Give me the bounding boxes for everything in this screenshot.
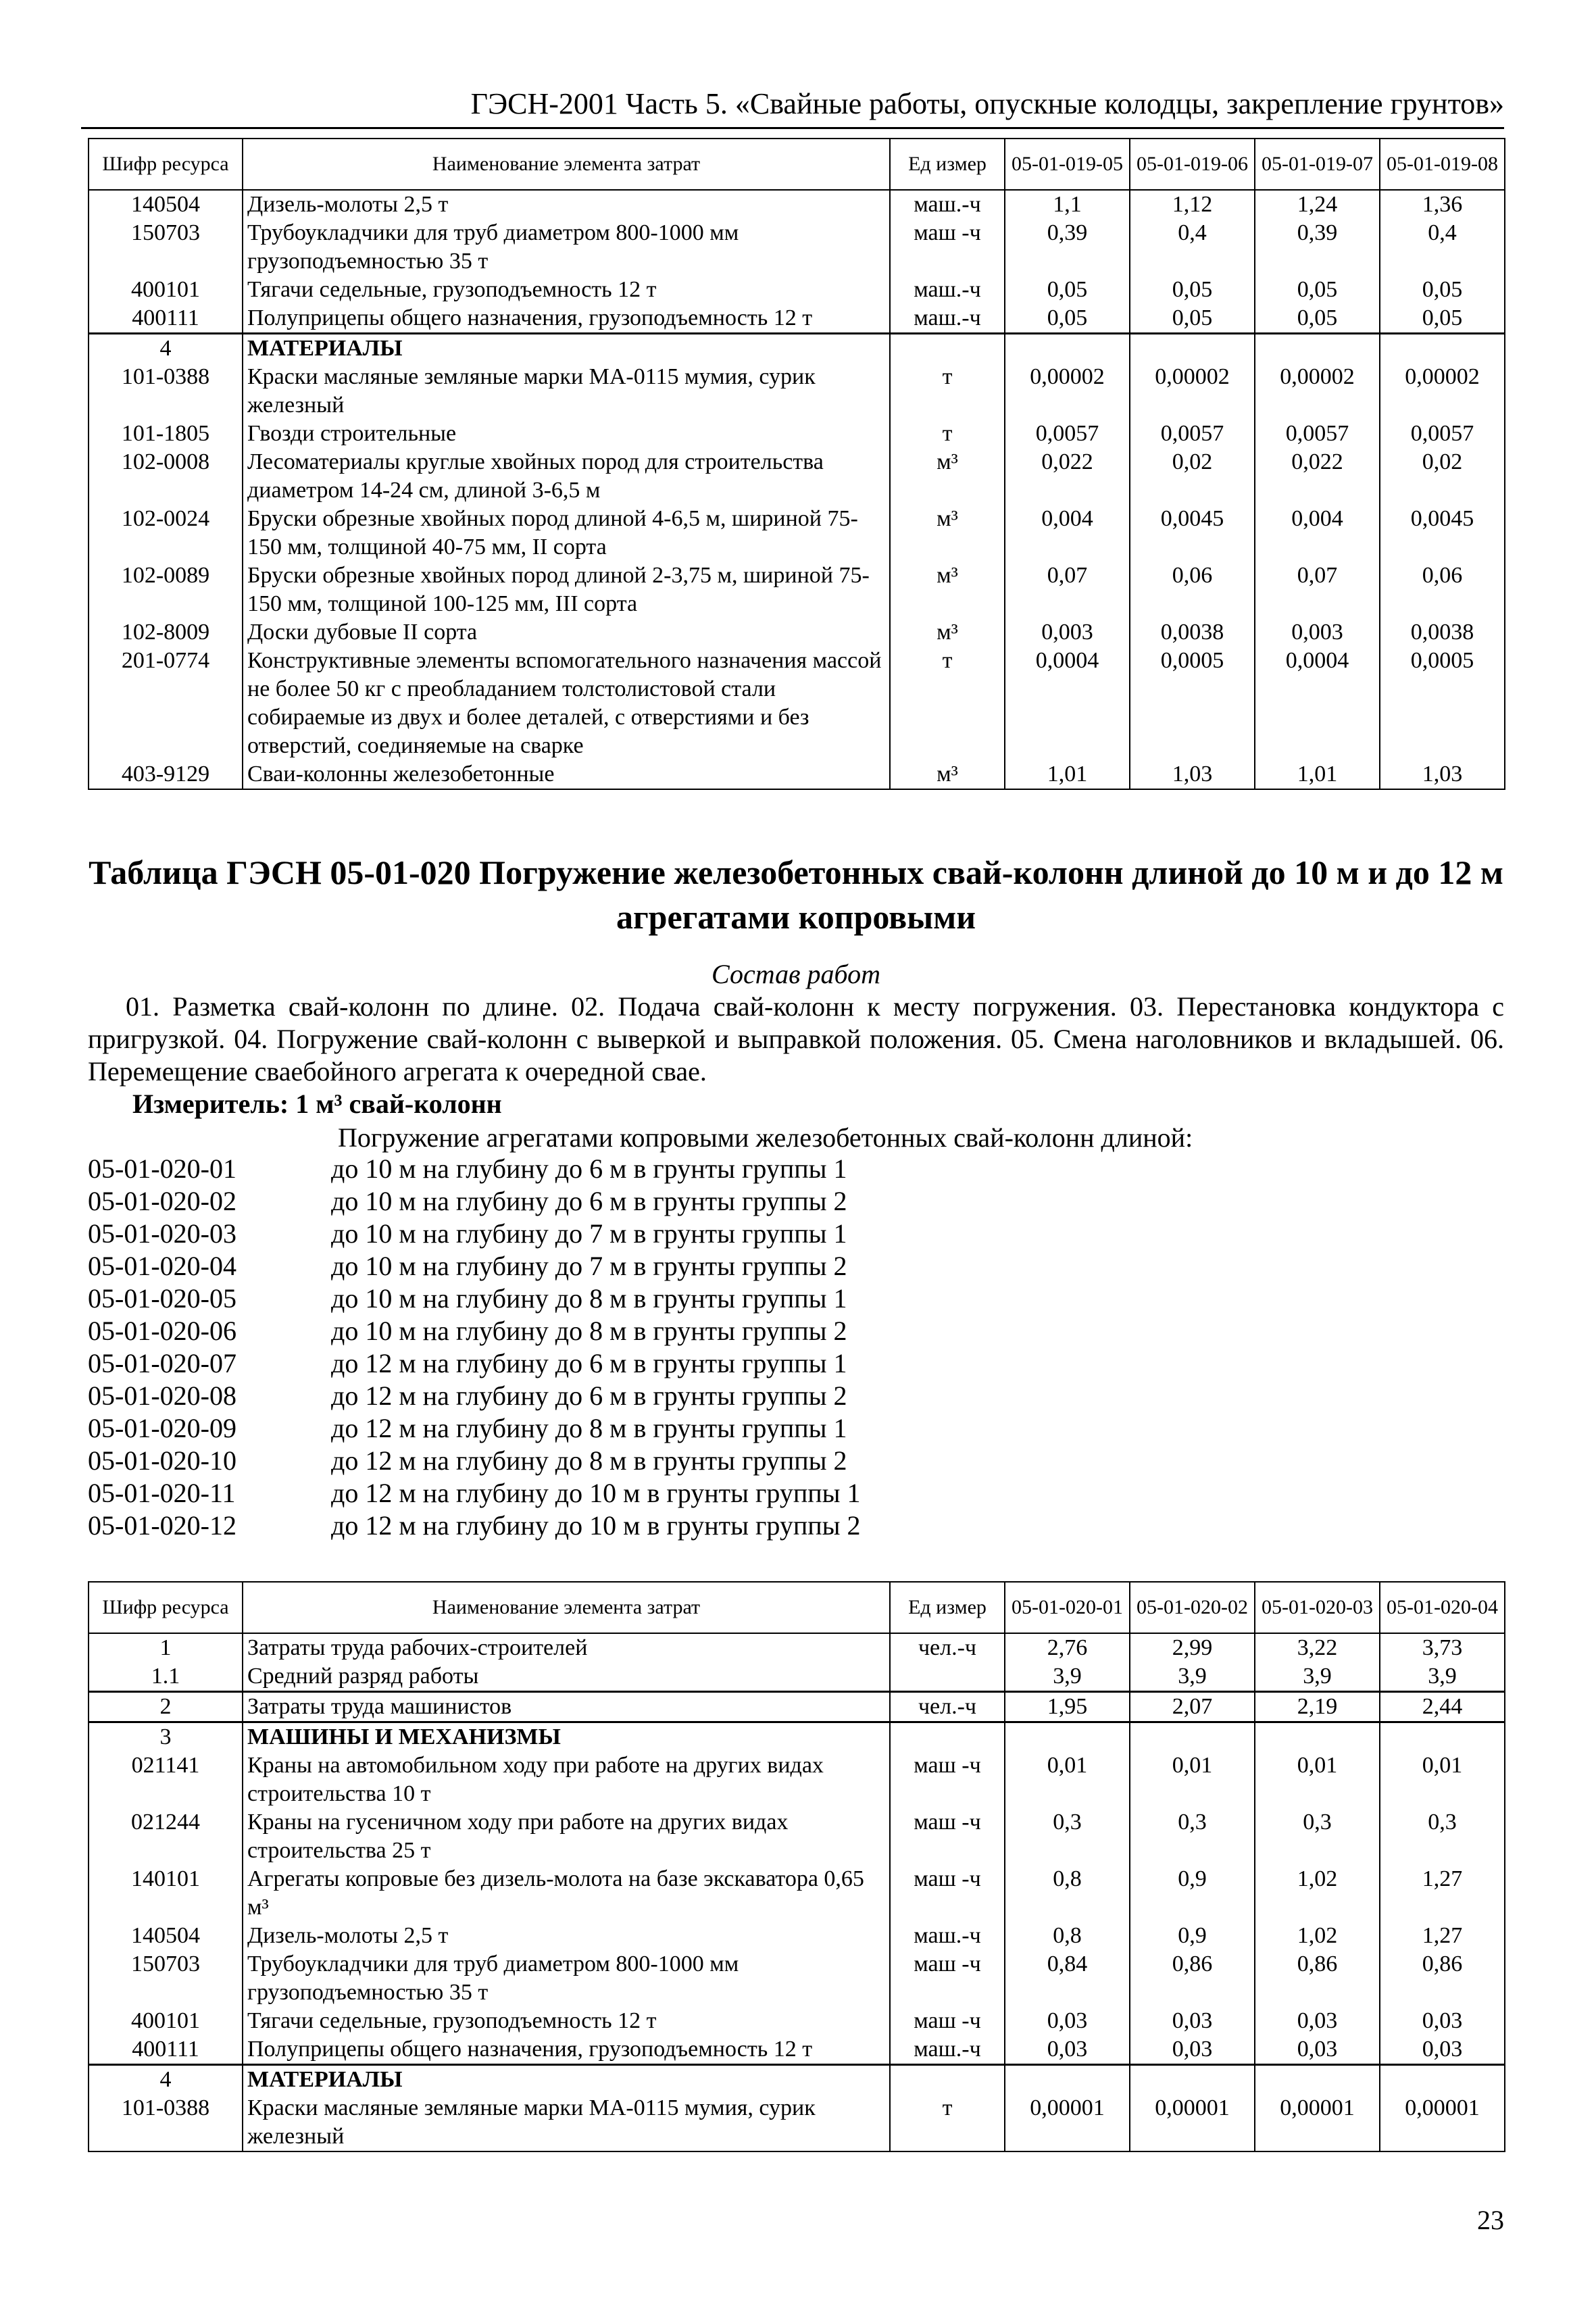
resource-code: 140504 [89,190,243,219]
table-row [89,219,1505,276]
value-cell: 0,05 [1005,304,1130,334]
value-cell: 1,27 [1380,1922,1505,1950]
value-cell: 3,22 [1255,1633,1380,1662]
value-cell: 2,99 [1130,1633,1255,1662]
item-text: до 10 м на глубину до 8 м в грунты группы 2 [331,1316,847,1346]
list-item [88,1218,861,1250]
unit-cell: маш -ч [890,1751,1005,1808]
resource-name: Агрегаты копровые без дизель-молота на базе экскаватора 0,65 м³ [243,1865,890,1922]
value-cell: 0,00002 [1005,363,1130,420]
item-code: 05-01-020-04 [88,1251,236,1281]
list-item [88,1445,861,1477]
item-text: до 12 м на глубину до 8 м в грунты группы 2 [331,1445,847,1476]
list-item [88,1510,861,1542]
resource-code: 403-9129 [89,760,243,789]
table-row [89,1692,1505,1722]
value-cell: 0,86 [1255,1950,1380,2007]
resource-code: 101-0388 [89,363,243,420]
unit-cell: маш.-ч [890,276,1005,304]
list-item [88,1315,861,1347]
value-cell: 0,022 [1255,448,1380,505]
value-cell: 1,02 [1255,1922,1380,1950]
table-row [89,190,1505,219]
unit-cell: маш.-ч [890,2035,1005,2065]
value-cell: 3,9 [1005,1662,1130,1692]
table-row [89,760,1505,789]
works-text: 01. Разметка свай-колонн по длине. 02. Подача свай-колонн к месту погружения. 03. Перестановка кондуктора с пригрузкой. 04. Погружение свай-колонн с выверкой и выправкой положения. 05. Смена наголовников и вкладышей. 06. Перемещение сваебойного агрегата к очередной свае. [88,991,1504,1087]
resource-name: МАТЕРИАЛЫ [243,2065,890,2095]
table-row [89,647,1505,760]
item-code: 05-01-020-12 [88,1510,236,1541]
table-row [89,2035,1505,2065]
resource-name: Средний разряд работы [243,1662,890,1692]
value-cell: 1,01 [1005,760,1130,789]
resource-name: МАШИНЫ И МЕХАНИЗМЫ [243,1722,890,1752]
resource-name: Краски масляные земляные марки МА-0115 мумия, сурик железный [243,2094,890,2151]
item-text: до 10 м на глубину до 8 м в грунты группы 1 [331,1283,847,1314]
table-row [89,1922,1505,1950]
unit-cell [890,1662,1005,1692]
resource-name: Полуприцепы общего назначения, грузоподъемность 12 т [243,304,890,334]
value-cell: 0,3 [1130,1808,1255,1865]
value-cell [1380,334,1505,364]
value-cell: 3,73 [1380,1633,1505,1662]
resource-code: 101-0388 [89,2094,243,2151]
resource-code: 021244 [89,1808,243,1865]
page-number: 23 [1477,2205,1504,2235]
item-code: 05-01-020-05 [88,1283,236,1314]
value-cell: 0,022 [1005,448,1130,505]
resource-code: 150703 [89,219,243,276]
value-cell: 0,00001 [1380,2094,1505,2151]
value-cell: 0,02 [1380,448,1505,505]
header-col: 05-01-019-05 [1005,139,1130,190]
value-cell: 0,004 [1005,505,1130,562]
value-cell: 1,36 [1380,190,1505,219]
value-cell: 0,00002 [1255,363,1380,420]
value-cell [1380,1722,1505,1752]
table-row [89,1662,1505,1692]
resource-code: 140504 [89,1922,243,1950]
value-cell: 0,0057 [1380,420,1505,448]
header-col: 05-01-019-06 [1130,139,1255,190]
value-cell: 0,39 [1255,219,1380,276]
running-header: ГЭСН-2001 Часть 5. «Свайные работы, опускные колодцы, закрепление грунтов» [470,87,1504,120]
value-cell: 0,01 [1130,1751,1255,1808]
value-cell: 0,03 [1255,2007,1380,2035]
value-cell: 0,004 [1255,505,1380,562]
resource-name: Конструктивные элементы вспомогательного назначения массой не более 50 кг с преобладанием толстолистовой стали собираемые из двух и более деталей, с отверстиями и без отверстий, соединяемые на сварке [243,647,890,760]
value-cell: 0,003 [1005,618,1130,647]
resource-name: Краски масляные земляные марки МА-0115 мумия, сурик железный [243,363,890,420]
value-cell: 0,0005 [1380,647,1505,760]
list-item [88,1153,861,1185]
value-cell: 0,00002 [1130,363,1255,420]
item-text: до 12 м на глубину до 6 м в грунты группы 1 [331,1348,847,1378]
resource-code: 201-0774 [89,647,243,760]
header-code: Шифр ресурса [89,139,243,190]
value-cell: 0,0038 [1380,618,1505,647]
value-cell: 0,003 [1255,618,1380,647]
table-row [89,420,1505,448]
table-row [89,1950,1505,2007]
resource-name: МАТЕРИАЛЫ [243,334,890,364]
resource-name: Затраты труда машинистов [243,1692,890,1722]
resource-name: Затраты труда рабочих-строителей [243,1633,890,1662]
value-cell: 0,03 [1005,2007,1130,2035]
value-cell: 0,01 [1255,1751,1380,1808]
value-cell: 0,01 [1005,1751,1130,1808]
resource-name: Гвозди строительные [243,420,890,448]
resource-name: Лесоматериалы круглые хвойных пород для строительства диаметром 14-24 см, длиной 3-6,5 м [243,448,890,505]
value-cell: 0,8 [1005,1865,1130,1922]
resource-code: 140101 [89,1865,243,1922]
value-cell: 0,07 [1255,562,1380,618]
value-cell [1255,2065,1380,2095]
resource-name: Краны на гусеничном ходу при работе на других видах строительства 25 т [243,1808,890,1865]
table1-body [89,190,1505,789]
value-cell: 0,0057 [1255,420,1380,448]
item-text: до 12 м на глубину до 6 м в грунты группы 2 [331,1380,847,1411]
value-cell: 0,01 [1380,1751,1505,1808]
value-cell: 2,44 [1380,1692,1505,1722]
resource-code: 400111 [89,304,243,334]
value-cell: 0,05 [1255,304,1380,334]
item-text: до 12 м на глубину до 8 м в грунты группы 1 [331,1413,847,1443]
unit-cell: т [890,647,1005,760]
table-row [89,505,1505,562]
header-unit: Ед измер [890,139,1005,190]
list-item [88,1347,861,1380]
list-item [88,1380,861,1412]
resource-code: 1 [89,1633,243,1662]
value-cell [1005,1722,1130,1752]
value-cell: 0,07 [1005,562,1130,618]
item-code: 05-01-020-11 [88,1478,236,1508]
value-cell: 0,3 [1255,1808,1380,1865]
resource-code: 2 [89,1692,243,1722]
unit-cell: т [890,420,1005,448]
list-item [88,1250,861,1283]
value-cell: 0,84 [1005,1950,1130,2007]
list-item [88,1412,861,1445]
resource-name: Бруски обрезные хвойных пород длиной 4-6,5 м, шириной 75-150 мм, толщиной 40-75 мм, II сорта [243,505,890,562]
resource-name: Трубоукладчики для труб диаметром 800-1000 мм грузоподъемностью 35 т [243,1950,890,2007]
item-code: 05-01-020-03 [88,1218,236,1249]
header-col: 05-01-019-08 [1380,139,1505,190]
value-cell: 0,3 [1005,1808,1130,1865]
value-cell: 1,1 [1005,190,1130,219]
value-cell: 0,0038 [1130,618,1255,647]
resource-name: Дизель-молоты 2,5 т [243,190,890,219]
item-code: 05-01-020-10 [88,1445,236,1476]
value-cell: 0,4 [1380,219,1505,276]
table-row [89,2065,1505,2095]
unit-cell: маш -ч [890,1950,1005,2007]
value-cell: 0,06 [1380,562,1505,618]
item-code: 05-01-020-09 [88,1413,236,1443]
value-cell [1255,1722,1380,1752]
value-cell: 2,19 [1255,1692,1380,1722]
value-cell: 0,0057 [1005,420,1130,448]
value-cell: 0,00001 [1005,2094,1130,2151]
list-item [88,1185,861,1218]
table-row [89,276,1505,304]
meter-label: Измеритель: [132,1089,289,1119]
value-cell: 0,9 [1130,1922,1255,1950]
item-text: до 10 м на глубину до 6 м в грунты группы 1 [331,1153,847,1184]
value-cell: 0,0057 [1130,420,1255,448]
value-cell: 3,9 [1380,1662,1505,1692]
value-cell: 1,27 [1380,1865,1505,1922]
unit-cell: маш.-ч [890,1922,1005,1950]
resource-name: Дизель-молоты 2,5 т [243,1922,890,1950]
value-cell: 0,86 [1130,1950,1255,2007]
unit-cell: маш -ч [890,1865,1005,1922]
header-col: 05-01-020-02 [1130,1582,1255,1633]
table-row [89,363,1505,420]
value-cell: 1,02 [1255,1865,1380,1922]
resource-name: Тягачи седельные, грузоподъемность 12 т [243,2007,890,2035]
unit-cell: м³ [890,760,1005,789]
resource-code: 102-8009 [89,618,243,647]
header-col: 05-01-019-07 [1255,139,1380,190]
unit-cell: чел.-ч [890,1692,1005,1722]
table-row [89,562,1505,618]
table-row [89,1722,1505,1752]
value-cell: 0,3 [1380,1808,1505,1865]
resource-name: Бруски обрезные хвойных пород длиной 2-3,75 м, шириной 75-150 мм, толщиной 100-125 мм, III сорта [243,562,890,618]
value-cell: 0,9 [1130,1865,1255,1922]
value-cell: 0,05 [1005,276,1130,304]
value-cell: 0,00001 [1130,2094,1255,2151]
value-cell [1130,334,1255,364]
table-row [89,334,1505,364]
list-intro: Погружение агрегатами копровыми железобетонных свай-колонн длиной: [338,1122,1193,1153]
resource-name: Трубоукладчики для труб диаметром 800-1000 мм грузоподъемностью 35 т [243,219,890,276]
value-cell: 0,86 [1380,1950,1505,2007]
table-row [89,1865,1505,1922]
value-cell: 0,06 [1130,562,1255,618]
value-cell: 0,05 [1130,304,1255,334]
value-cell: 2,07 [1130,1692,1255,1722]
value-cell: 0,03 [1380,2035,1505,2065]
unit-cell: т [890,2094,1005,2151]
list-item [88,1477,861,1510]
resource-code: 4 [89,2065,243,2095]
value-cell: 0,00002 [1380,363,1505,420]
table-row [89,304,1505,334]
item-text: до 10 м на глубину до 7 м в грунты группы 1 [331,1218,847,1249]
resource-code: 102-0024 [89,505,243,562]
unit-cell: маш -ч [890,219,1005,276]
resource-name: Тягачи седельные, грузоподъемность 12 т [243,276,890,304]
table-title: Таблица ГЭСН 05-01-020 Погружение железобетонных свай-колонн длиной до 10 м и до 12 м агрегатами копровыми [89,853,1503,936]
value-cell: 0,03 [1005,2035,1130,2065]
resource-code: 102-0008 [89,448,243,505]
item-text: до 10 м на глубину до 7 м в грунты группы 2 [331,1251,847,1281]
item-code: 05-01-020-08 [88,1380,236,1411]
resource-code: 400101 [89,2007,243,2035]
header-col: 05-01-020-01 [1005,1582,1130,1633]
unit-cell: маш.-ч [890,190,1005,219]
value-cell: 0,03 [1130,2007,1255,2035]
value-cell: 3,9 [1255,1662,1380,1692]
value-cell [1380,2065,1505,2095]
header-code: Шифр ресурса [89,1582,243,1633]
header-unit: Ед измер [890,1582,1005,1633]
item-code: 05-01-020-01 [88,1153,236,1184]
item-code: 05-01-020-07 [88,1348,236,1378]
resource-code: 3 [89,1722,243,1752]
value-cell: 1,03 [1130,760,1255,789]
header-rule [81,127,1504,129]
works-caption: Состав работ [712,959,880,989]
item-code: 05-01-020-02 [88,1186,236,1216]
unit-cell: м³ [890,618,1005,647]
value-cell: 0,03 [1255,2035,1380,2065]
value-cell: 1,12 [1130,190,1255,219]
table-row [89,1808,1505,1865]
value-cell [1255,334,1380,364]
table-row [89,1633,1505,1662]
resource-code: 400101 [89,276,243,304]
resource-name: Краны на автомобильном ходу при работе на других видах строительства 10 т [243,1751,890,1808]
resource-code: 4 [89,334,243,364]
list-item [88,1283,861,1315]
item-text: до 10 м на глубину до 6 м в грунты группы 2 [331,1186,847,1216]
table-row [89,618,1505,647]
value-cell: 0,03 [1380,2007,1505,2035]
table3-body [89,1633,1505,2151]
unit-cell [890,1722,1005,1752]
unit-cell: т [890,363,1005,420]
item-text: до 12 м на глубину до 10 м в грунты группы 1 [331,1478,861,1508]
value-cell: 0,05 [1380,304,1505,334]
resource-code: 101-1805 [89,420,243,448]
resource-name: Доски дубовые II сорта [243,618,890,647]
value-cell: 1,24 [1255,190,1380,219]
value-cell [1005,2065,1130,2095]
meter-line [132,1088,502,1120]
value-cell: 0,05 [1130,276,1255,304]
value-cell: 1,01 [1255,760,1380,789]
value-cell [1130,1722,1255,1752]
resource-code: 1.1 [89,1662,243,1692]
unit-cell: м³ [890,562,1005,618]
items-list [88,1153,861,1542]
value-cell: 0,03 [1130,2035,1255,2065]
value-cell: 0,4 [1130,219,1255,276]
resource-code: 102-0089 [89,562,243,618]
header-col: 05-01-020-04 [1380,1582,1505,1633]
value-cell: 0,00001 [1255,2094,1380,2151]
value-cell: 0,0005 [1130,647,1255,760]
resource-name: Сваи-колонны железобетонные [243,760,890,789]
resource-table-020 [88,1581,1505,2152]
value-cell: 0,0004 [1005,647,1130,760]
item-text: до 12 м на глубину до 10 м в грунты группы 2 [331,1510,861,1541]
table-row [89,1751,1505,1808]
value-cell: 0,0045 [1380,505,1505,562]
unit-cell [890,334,1005,364]
value-cell: 0,0004 [1255,647,1380,760]
value-cell: 0,8 [1005,1922,1130,1950]
value-cell [1005,334,1130,364]
header-col: 05-01-020-03 [1255,1582,1380,1633]
value-cell: 0,39 [1005,219,1130,276]
unit-cell: м³ [890,505,1005,562]
table-row [89,2007,1505,2035]
item-code: 05-01-020-06 [88,1316,236,1346]
value-cell: 0,02 [1130,448,1255,505]
unit-cell: чел.-ч [890,1633,1005,1662]
value-cell: 1,03 [1380,760,1505,789]
value-cell: 1,95 [1005,1692,1130,1722]
value-cell: 3,9 [1130,1662,1255,1692]
unit-cell: маш -ч [890,2007,1005,2035]
value-cell: 0,0045 [1130,505,1255,562]
value-cell [1130,2065,1255,2095]
resource-code: 021141 [89,1751,243,1808]
unit-cell [890,2065,1005,2095]
resource-name: Полуприцепы общего назначения, грузоподъемность 12 т [243,2035,890,2065]
unit-cell: маш -ч [890,1808,1005,1865]
value-cell: 0,05 [1380,276,1505,304]
header-name: Наименование элемента затрат [243,1582,890,1633]
value-cell: 2,76 [1005,1633,1130,1662]
table-row [89,2094,1505,2151]
table-row [89,448,1505,505]
meter-value: 1 м³ свай-колонн [295,1089,502,1119]
resource-code: 400111 [89,2035,243,2065]
unit-cell: м³ [890,448,1005,505]
resource-table-019 [88,138,1505,790]
value-cell: 0,05 [1255,276,1380,304]
unit-cell: маш.-ч [890,304,1005,334]
header-name: Наименование элемента затрат [243,139,890,190]
resource-code: 150703 [89,1950,243,2007]
